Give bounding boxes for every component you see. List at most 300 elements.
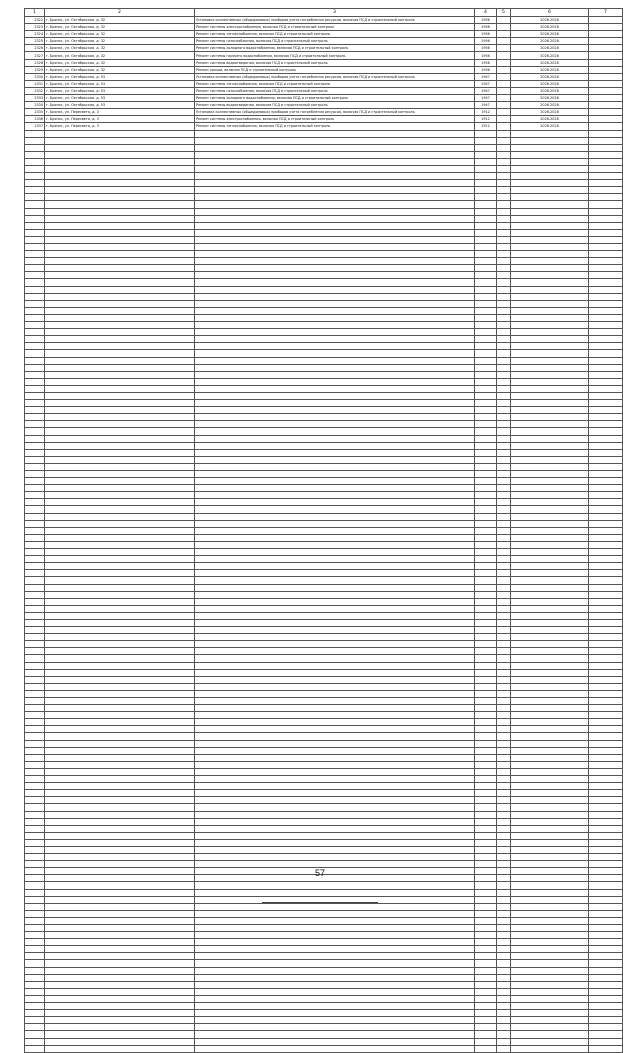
row-address — [45, 407, 195, 414]
row-number — [25, 435, 45, 442]
row-number — [25, 520, 45, 527]
row-number — [25, 591, 45, 598]
row-extra-year — [497, 80, 511, 87]
row-note — [589, 38, 623, 45]
row-note — [589, 158, 623, 165]
row-address: г. Брянск, ул. Пересвета, д. 3 — [45, 116, 195, 123]
row-extra-year — [497, 974, 511, 981]
row-year — [475, 463, 497, 470]
table-row — [25, 343, 623, 350]
row-work-type: Ремонт системы водоотведения, включая ПСД и строительный контроль — [195, 102, 475, 109]
row-work-type: Ремонт системы водоотведения, включая ПСД и строительный контроль — [195, 59, 475, 66]
table-row — [25, 357, 623, 364]
row-number: 2333 — [25, 95, 45, 102]
table-row — [25, 910, 623, 917]
row-address — [45, 946, 195, 953]
table-row — [25, 244, 623, 251]
row-year — [475, 364, 497, 371]
row-extra-year — [497, 137, 511, 144]
row-work-type — [195, 705, 475, 712]
row-work-type — [195, 946, 475, 953]
row-address — [45, 173, 195, 180]
row-period — [511, 236, 589, 243]
row-address — [45, 761, 195, 768]
table-row — [25, 960, 623, 967]
row-number — [25, 619, 45, 626]
table-row — [25, 925, 623, 932]
row-work-type — [195, 733, 475, 740]
table-row — [25, 371, 623, 378]
row-address — [45, 598, 195, 605]
row-address — [45, 612, 195, 619]
row-work-type — [195, 165, 475, 172]
row-period — [511, 527, 589, 534]
row-year — [475, 598, 497, 605]
row-year — [475, 641, 497, 648]
row-period — [511, 974, 589, 981]
row-extra-year — [497, 1003, 511, 1010]
row-number — [25, 605, 45, 612]
row-note — [589, 499, 623, 506]
row-extra-year — [497, 584, 511, 591]
table-row — [25, 719, 623, 726]
row-work-type — [195, 584, 475, 591]
table-row — [25, 690, 623, 697]
table-row — [25, 449, 623, 456]
row-number — [25, 981, 45, 988]
row-year — [475, 392, 497, 399]
table-row — [25, 783, 623, 790]
row-period — [511, 598, 589, 605]
row-extra-year — [497, 797, 511, 804]
row-year — [475, 790, 497, 797]
row-number — [25, 939, 45, 946]
row-note — [589, 109, 623, 116]
row-period — [511, 591, 589, 598]
row-period — [511, 754, 589, 761]
table-row — [25, 832, 623, 839]
row-note — [589, 485, 623, 492]
row-period — [511, 385, 589, 392]
row-extra-year — [497, 385, 511, 392]
row-address: г. Брянск, ул. Октябрьская, д. 53 — [45, 87, 195, 94]
row-note — [589, 612, 623, 619]
col-header-number: 1 — [25, 9, 45, 17]
row-period — [511, 698, 589, 705]
row-period — [511, 676, 589, 683]
row-note — [589, 797, 623, 804]
row-year — [475, 705, 497, 712]
row-period — [511, 854, 589, 861]
row-extra-year — [497, 336, 511, 343]
row-extra-year — [497, 286, 511, 293]
row-address — [45, 244, 195, 251]
row-note — [589, 761, 623, 768]
row-work-type — [195, 676, 475, 683]
table-row — [25, 839, 623, 846]
row-note — [589, 87, 623, 94]
row-extra-year — [497, 726, 511, 733]
row-year — [475, 236, 497, 243]
row-extra-year — [497, 38, 511, 45]
row-number: 2334 — [25, 102, 45, 109]
row-note — [589, 988, 623, 995]
table-row — [25, 272, 623, 279]
row-work-type — [195, 768, 475, 775]
row-extra-year — [497, 506, 511, 513]
table-row — [25, 527, 623, 534]
row-work-type: Ремонт системы теплоснабжения, включая ПСД и строительный контроль — [195, 31, 475, 38]
row-work-type — [195, 251, 475, 258]
row-address — [45, 790, 195, 797]
row-address: г. Брянск, ул. Октябрьская, д. 32 — [45, 17, 195, 24]
row-number — [25, 903, 45, 910]
row-note — [589, 24, 623, 31]
row-address — [45, 605, 195, 612]
row-address — [45, 754, 195, 761]
row-work-type — [195, 846, 475, 853]
row-period — [511, 846, 589, 853]
row-number: 2332 — [25, 87, 45, 94]
table-row — [25, 201, 623, 208]
row-number — [25, 251, 45, 258]
row-note — [589, 527, 623, 534]
row-number — [25, 272, 45, 279]
row-work-type — [195, 648, 475, 655]
row-note — [589, 165, 623, 172]
row-number — [25, 960, 45, 967]
row-note — [589, 187, 623, 194]
row-year — [475, 385, 497, 392]
row-year — [475, 151, 497, 158]
row-period — [511, 456, 589, 463]
row-extra-year — [497, 712, 511, 719]
row-number — [25, 768, 45, 775]
row-note — [589, 123, 623, 130]
row-number — [25, 861, 45, 868]
row-period — [511, 584, 589, 591]
row-year — [475, 180, 497, 187]
row-note — [589, 563, 623, 570]
row-note — [589, 818, 623, 825]
row-note — [589, 180, 623, 187]
row-period — [511, 229, 589, 236]
row-number — [25, 690, 45, 697]
row-period: 2026-2028 — [511, 109, 589, 116]
row-period — [511, 861, 589, 868]
row-address — [45, 967, 195, 974]
row-extra-year — [497, 903, 511, 910]
table-row — [25, 322, 623, 329]
table-row — [25, 45, 623, 52]
row-work-type — [195, 485, 475, 492]
row-work-type — [195, 449, 475, 456]
row-year — [475, 371, 497, 378]
row-note — [589, 619, 623, 626]
page-number: 57 — [314, 868, 325, 878]
row-work-type — [195, 286, 475, 293]
row-work-type — [195, 818, 475, 825]
row-year — [475, 1038, 497, 1045]
table-row — [25, 889, 623, 896]
table-row — [25, 861, 623, 868]
row-work-type — [195, 839, 475, 846]
row-work-type — [195, 435, 475, 442]
table-row — [25, 329, 623, 336]
row-extra-year — [497, 392, 511, 399]
row-work-type — [195, 917, 475, 924]
row-note — [589, 322, 623, 329]
table-row — [25, 634, 623, 641]
row-year — [475, 1024, 497, 1031]
row-year — [475, 832, 497, 839]
row-period — [511, 485, 589, 492]
row-address — [45, 215, 195, 222]
row-year — [475, 612, 497, 619]
row-work-type — [195, 825, 475, 832]
row-extra-year — [497, 59, 511, 66]
row-year — [475, 719, 497, 726]
row-address — [45, 158, 195, 165]
row-work-type — [195, 534, 475, 541]
row-number — [25, 1024, 45, 1031]
table-row — [25, 222, 623, 229]
row-work-type — [195, 236, 475, 243]
row-note — [589, 662, 623, 669]
row-work-type — [195, 577, 475, 584]
row-note — [589, 605, 623, 612]
col-header-note: 7 — [589, 9, 623, 17]
row-extra-year — [497, 811, 511, 818]
table-row — [25, 733, 623, 740]
row-extra-year — [497, 357, 511, 364]
table-row — [25, 24, 623, 31]
row-year — [475, 208, 497, 215]
row-work-type — [195, 811, 475, 818]
row-number: 2329 — [25, 66, 45, 73]
row-address: г. Брянск, ул. Октябрьская, д. 53 — [45, 102, 195, 109]
row-period — [511, 499, 589, 506]
row-period — [511, 449, 589, 456]
row-note — [589, 584, 623, 591]
row-number — [25, 577, 45, 584]
row-extra-year — [497, 222, 511, 229]
row-extra-year — [497, 1017, 511, 1024]
row-work-type — [195, 981, 475, 988]
row-number — [25, 293, 45, 300]
row-year: 1956 — [475, 24, 497, 31]
row-note — [589, 45, 623, 52]
table-row — [25, 428, 623, 435]
row-work-type: Ремонт крыши, включая ПСД и строительный контроль — [195, 66, 475, 73]
table-row — [25, 619, 623, 626]
row-number — [25, 378, 45, 385]
row-work-type — [195, 478, 475, 485]
row-extra-year — [497, 818, 511, 825]
table-row — [25, 350, 623, 357]
row-work-type — [195, 307, 475, 314]
row-period — [511, 683, 589, 690]
row-period: 2026-2028 — [511, 123, 589, 130]
row-work-type — [195, 244, 475, 251]
table-row — [25, 577, 623, 584]
row-period — [511, 811, 589, 818]
row-work-type — [195, 130, 475, 137]
row-period — [511, 932, 589, 939]
row-period — [511, 818, 589, 825]
row-period — [511, 165, 589, 172]
row-year — [475, 272, 497, 279]
row-note — [589, 407, 623, 414]
row-year — [475, 917, 497, 924]
table-row — [25, 463, 623, 470]
row-work-type — [195, 598, 475, 605]
row-year — [475, 896, 497, 903]
row-year — [475, 506, 497, 513]
row-number — [25, 556, 45, 563]
table-row — [25, 974, 623, 981]
table-row — [25, 336, 623, 343]
row-note — [589, 896, 623, 903]
row-period — [511, 627, 589, 634]
table-row — [25, 38, 623, 45]
row-number — [25, 584, 45, 591]
row-work-type — [195, 783, 475, 790]
row-address — [45, 768, 195, 775]
table-row — [25, 151, 623, 158]
row-period — [511, 244, 589, 251]
row-work-type — [195, 698, 475, 705]
row-period: 2026-2028 — [511, 80, 589, 87]
row-extra-year — [497, 102, 511, 109]
row-work-type: Ремонт системы электроснабжения, включая ПСД и строительный контроль — [195, 116, 475, 123]
row-address — [45, 165, 195, 172]
row-work-type — [195, 137, 475, 144]
row-period — [511, 882, 589, 889]
table-row — [25, 598, 623, 605]
row-period — [511, 889, 589, 896]
row-note — [589, 17, 623, 24]
row-number — [25, 719, 45, 726]
row-address — [45, 222, 195, 229]
row-year — [475, 932, 497, 939]
row-address: г. Брянск, ул. Октябрьская, д. 53 — [45, 73, 195, 80]
row-period — [511, 442, 589, 449]
row-year — [475, 1010, 497, 1017]
row-address — [45, 456, 195, 463]
table-row — [25, 804, 623, 811]
row-address — [45, 258, 195, 265]
row-note — [589, 804, 623, 811]
row-work-type — [195, 471, 475, 478]
row-work-type — [195, 187, 475, 194]
row-address — [45, 201, 195, 208]
table-body — [25, 17, 623, 1053]
row-note — [589, 421, 623, 428]
row-note — [589, 648, 623, 655]
row-address — [45, 541, 195, 548]
row-extra-year — [497, 201, 511, 208]
row-number — [25, 258, 45, 265]
table-row — [25, 187, 623, 194]
row-extra-year — [497, 109, 511, 116]
row-address: г. Брянск, ул. Октябрьская, д. 32 — [45, 66, 195, 73]
row-period — [511, 407, 589, 414]
row-extra-year — [497, 683, 511, 690]
row-note — [589, 676, 623, 683]
row-year — [475, 513, 497, 520]
row-address — [45, 726, 195, 733]
row-extra-year — [497, 151, 511, 158]
row-period — [511, 463, 589, 470]
row-address — [45, 811, 195, 818]
table-row — [25, 726, 623, 733]
row-number — [25, 357, 45, 364]
table-row — [25, 421, 623, 428]
table-row — [25, 612, 623, 619]
row-year — [475, 1003, 497, 1010]
row-address — [45, 683, 195, 690]
row-note — [589, 1017, 623, 1024]
row-note — [589, 932, 623, 939]
row-work-type — [195, 605, 475, 612]
row-work-type — [195, 939, 475, 946]
table-row — [25, 407, 623, 414]
table-row — [25, 605, 623, 612]
row-period: 2026-2028 — [511, 102, 589, 109]
row-work-type — [195, 549, 475, 556]
row-note — [589, 655, 623, 662]
row-year — [475, 1017, 497, 1024]
row-number: 2330 — [25, 73, 45, 80]
col-header-extra-year: 5 — [497, 9, 511, 17]
row-extra-year — [497, 662, 511, 669]
row-year — [475, 811, 497, 818]
row-year — [475, 428, 497, 435]
row-extra-year — [497, 364, 511, 371]
row-note — [589, 719, 623, 726]
row-number — [25, 492, 45, 499]
row-number — [25, 740, 45, 747]
row-address — [45, 705, 195, 712]
row-address — [45, 896, 195, 903]
row-number — [25, 421, 45, 428]
table-row — [25, 499, 623, 506]
row-work-type — [195, 995, 475, 1002]
row-address — [45, 584, 195, 591]
row-period — [511, 180, 589, 187]
row-extra-year — [497, 776, 511, 783]
row-number: 2325 — [25, 38, 45, 45]
row-extra-year — [497, 414, 511, 421]
table-row — [25, 917, 623, 924]
row-extra-year — [497, 577, 511, 584]
table-row — [25, 392, 623, 399]
row-extra-year — [497, 520, 511, 527]
row-extra-year — [497, 953, 511, 960]
row-number — [25, 307, 45, 314]
row-work-type — [195, 400, 475, 407]
row-period — [511, 1017, 589, 1024]
row-work-type — [195, 492, 475, 499]
row-number — [25, 137, 45, 144]
row-note — [589, 846, 623, 853]
table-row — [25, 705, 623, 712]
row-number — [25, 974, 45, 981]
row-note — [589, 705, 623, 712]
row-extra-year — [497, 329, 511, 336]
row-address — [45, 676, 195, 683]
